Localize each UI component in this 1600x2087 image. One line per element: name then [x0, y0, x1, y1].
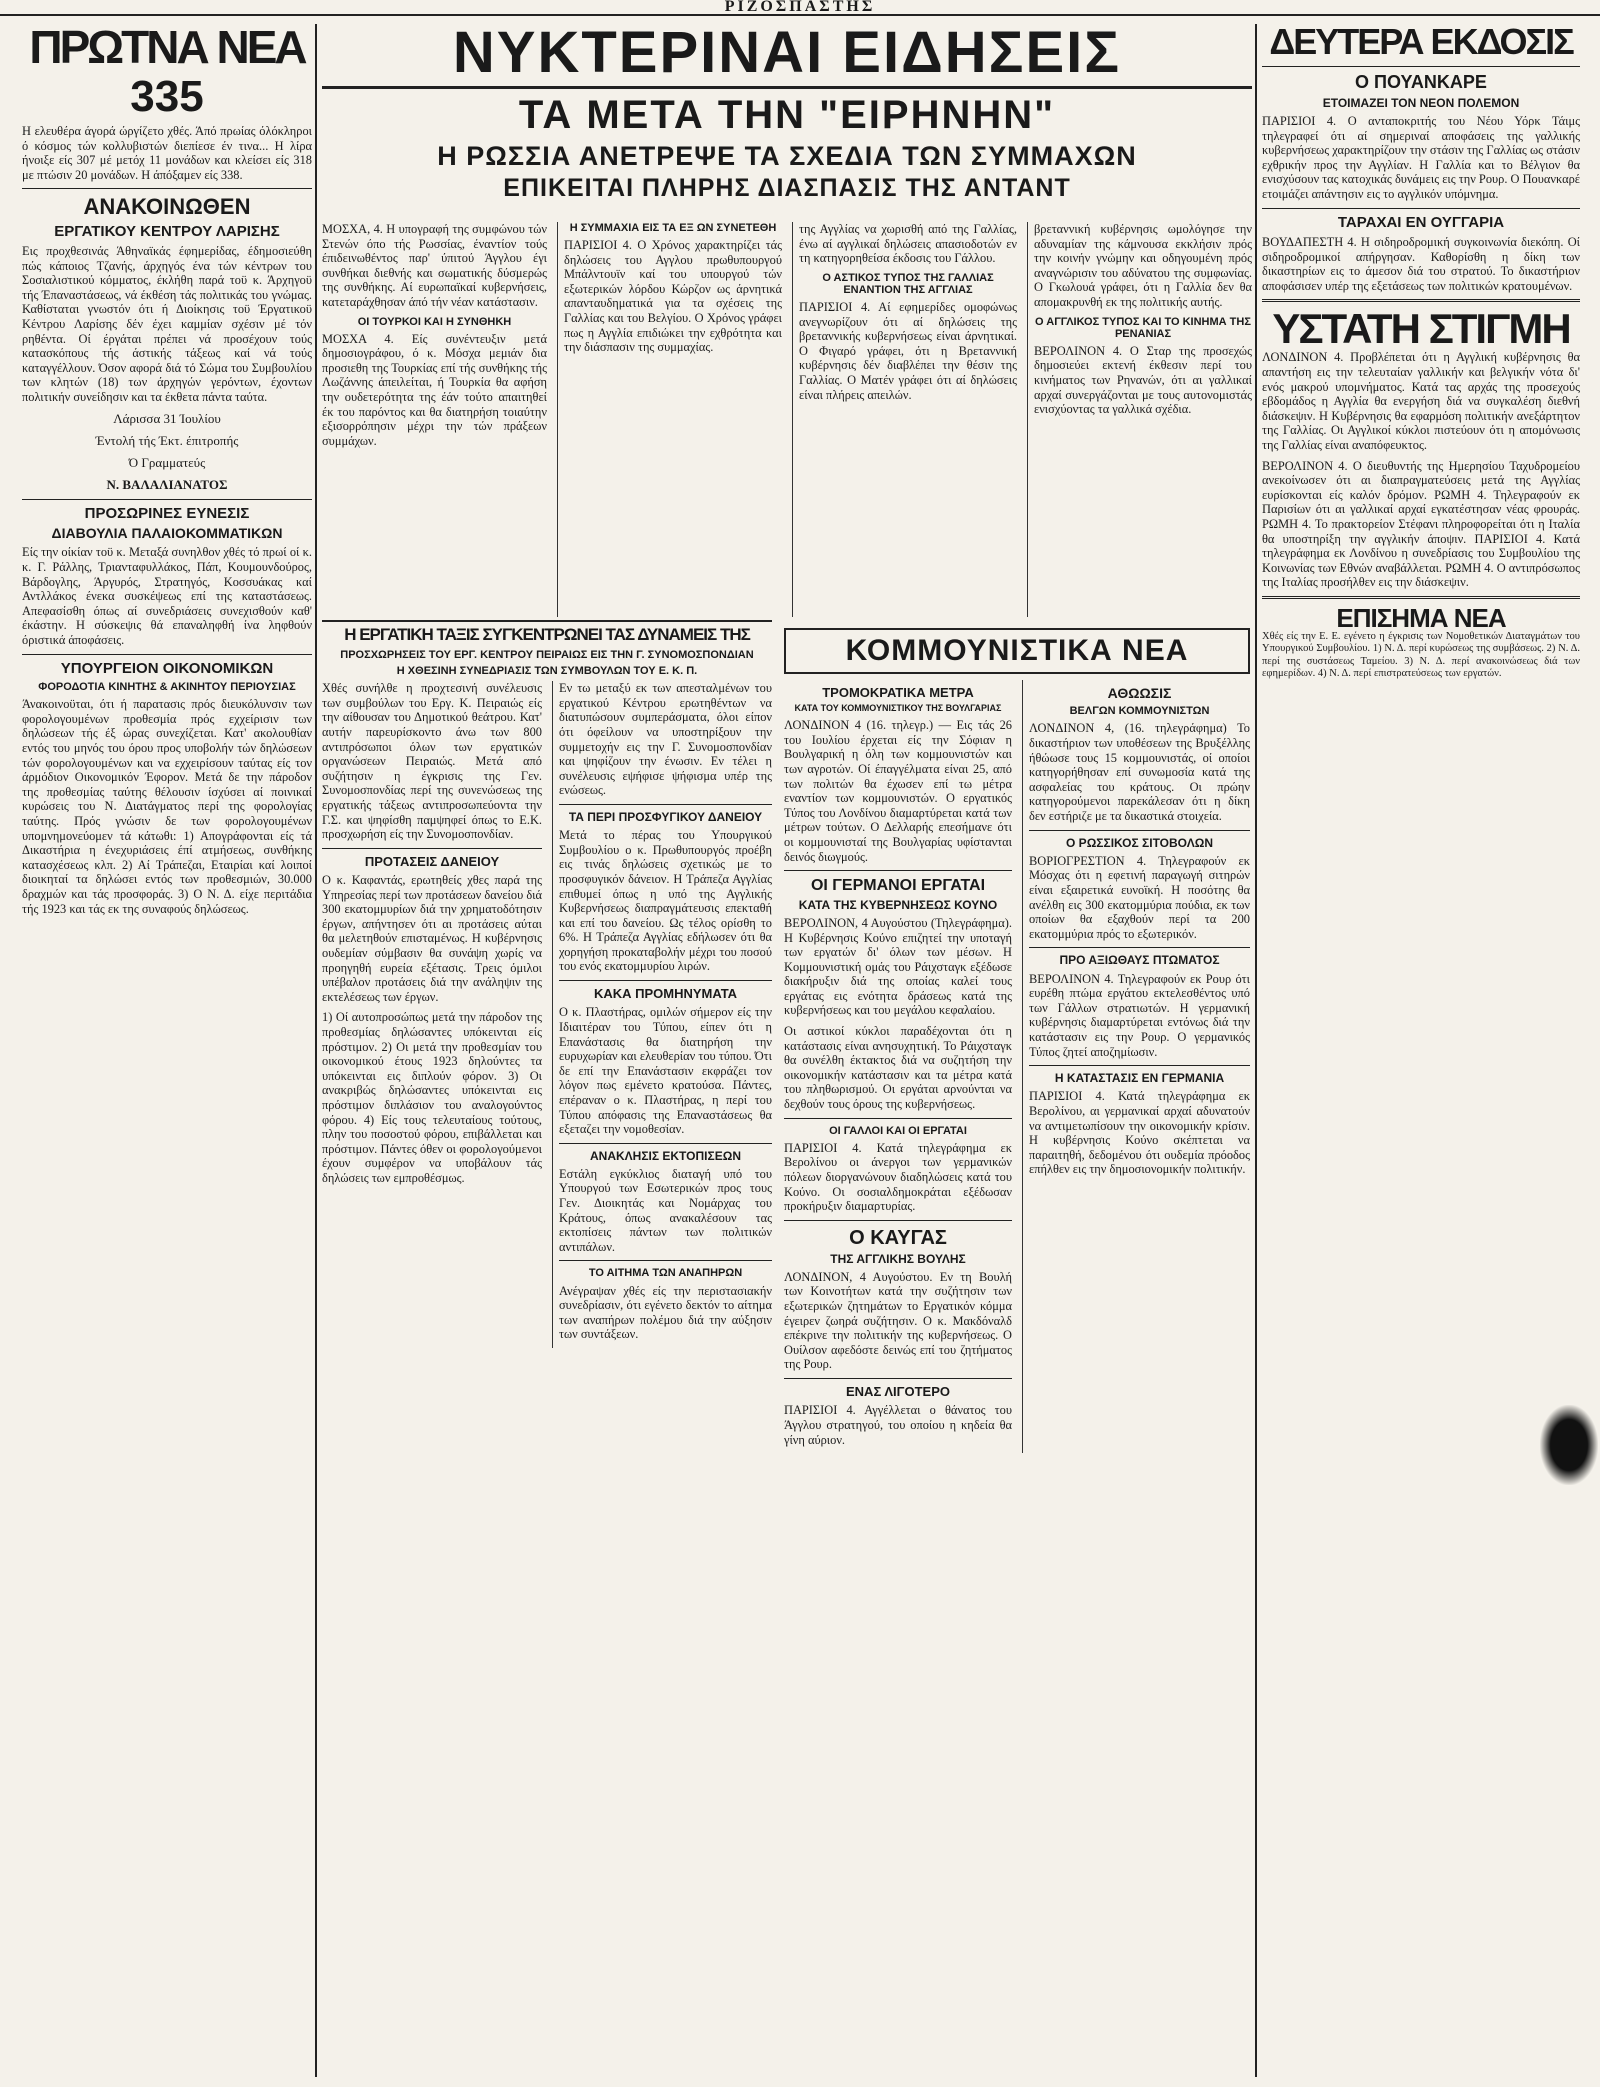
banner-headline: ΝΥΚΤΕΡΙΝΑΙ ΕΙΔΗΣΕΙΣ	[322, 24, 1252, 89]
loan-text: Ο κ. Καφαντάς, ερωτηθείς χθες παρά της Υπηρεσίας περί των προτάσεων δανείου διά 300 εκατομμυρίων διά την χρηματοδότησιν έργων, απήντησεν ότι αι προτάσεις αύται θα μελετηθούν επισταμένως. Η κυβέρνησις ουδεμίαν σύμβασιν θα συνάψη χωρίς να προηγηθή ευρεία εξέτασις. Τρεις όμιλοι υπέβαλον προτάσεις διά την ανάληψιν της εκτελέσεως των έργων.	[322, 873, 542, 1004]
official-news-title: ΕΠΙΣΗΜΑ ΝΕΑ	[1336, 602, 1506, 633]
hungary-title: ΤΑΡΑΧΑΙ ΕΝ ΟΥΓΓΑΡΙΑ	[1337, 213, 1505, 231]
german-situation-title: Η ΚΑΤΑΣΤΑΣΙΣ ΕΝ ΓΕΡΜΑΝΙΑ	[1054, 1071, 1225, 1086]
finance-title: ΥΠΟΥΡΓΕΙΟΝ ΟΙΚΟΝΟΜΙΚΩΝ	[60, 659, 274, 677]
left-column	[22, 24, 312, 2077]
threat-text: Ο κ. Πλαστήρας, ομιλών σήμερον είς την Ιδιαιτέραν του Τύπου, είπεν ότι η Επανάστασις θα διατηρήση την ευρυχωρίαν και ελευθερίαν του τύπου. Ότι δε επί την Επανάστασιν εκφράζει τον λόγον πως εμένετο κρατούσα. Πάντες, επέραναν ο κ. Πλαστήρας, η περί του Τύπου απόφασις της Επαναστάσεως θα εξεταζει την νομοθεσίαν.	[559, 1005, 772, 1137]
loan-title: ΠΡΟΤΑΣΕΙΣ ΔΑΝΕΙΟΥ	[364, 853, 500, 869]
one-less-text: ΠΑΡΙΣΙΟΙ 4. Αγγέλλεται ο θάνατος του Άγγλου στρατηγού, του οποίου η κηδεία θα γίνη αύριον.	[784, 1403, 1012, 1447]
german-title: ΟΙ ΓΕΡΜΑΝΟΙ ΕΡΓΑΤΑΙ	[810, 877, 986, 895]
grain-text: ΒΟΡΙΟΓΡΕΣΤΙΟΝ 4. Τηλεγραφούν εκ Μόσχας ότι η εφετινή παραγωγή σιτηρών είναι εξαιρετικά ευνοϊκή. Η ποσότης θα ανέλθη εις 300 εκατομμύρια πούδια, εκ των οποίων θα εξαχθούν περί τα 200 εκατομμύρια πρός το εξωτερικόν.	[1029, 853, 1250, 941]
worker-deck: ΠΡΟΣΧΩΡΗΣΕΙΣ ΤΟΥ ΕΡΓ. ΚΕΝΤΡΟΥ ΠΕΙΡΑΙΩΣ ΕΙΣ ΤΗΝ Γ. ΣΥΝΟΜΟΣΠΟΝΔΙΑΝ	[340, 649, 754, 661]
column-divider	[315, 24, 317, 2077]
comm2-title: ΑΘΩΩΣΙΣ	[1107, 685, 1172, 701]
german-situation-text: ΠΑΡΙΣΙΟΙ 4. Κατά τηλεγράφημα εκ Βερολίνου, αι γερμανικαί αρχαί αδυνατούν να αντιμετωπίσουν την οικονομικήν κρίσιν. Η κυβέρνησις Κούνο σκέπτεται να παραιτηθή, δεδομένου ότι ουδεμία πρόοδος επήλθεν εις την δημοσιονομικήν πολιτικήν.	[1029, 1089, 1250, 1177]
story4-text: βρεταννική κυβέρνησις ωμολόγησε την αδυναμίαν της κάμνουσα εκκλήσιν πρός την κοινήν γνώμην και οδηγουμένη πρός αναγνώρισιν του αδύνατου της συμφωνίας. Ο Γκωλουά γράφει, ότι η Γαλλία δεν θα απομακρυνθή εκ της πολιτικής αυτής.	[1034, 222, 1252, 309]
french-text: ΠΑΡΙΣΙΟΙ 4. Κατά τηλεγράφημα εκ Βερολίνου οι άνεργοι των γερμανικών πόλεων διοργανώνουν διαδηλώσεις κατά του Κούνο. Οι σοσιαλδημοκράται εξέδωσαν προκήρυξιν διαμαρτυρίας.	[784, 1140, 1012, 1214]
left-section-title: ΠΡΩΤΝΑ ΝΕΑ	[29, 24, 305, 73]
lost-title: ΠΡΟ ΑΞΙΩΘΑΥΣ ΠΤΩΜΑΤΟΣ	[1059, 953, 1220, 968]
deck-two: ΕΠΙΚΕΙΤΑΙ ΠΛΗΡΗΣ ΔΙΑΣΠΑΣΙΣ ΤΗΣ ΑΝΤΑΝΤ	[503, 174, 1071, 202]
threat-title: ΚΑΚΑ ΠΡΟΜΗΝΥΜΑΤΑ	[593, 986, 738, 1002]
market-text: Η ελευθέρα άγορά ώργίζετο χθές. Άπό πρωίας όλόκληροι ό κόσμος τών κολλυβιστών διεπίεσε έν τινα... Η λίρα ήνοιξε είς 307 μέ μετόχ 11 μονάδων και κλείσει είς 318 με πτώσιν 20 μονάδων. Η άπόξαμεν είς 338.	[22, 124, 312, 182]
deck-one: Η ΡΩΣΣΙΑ ΑΝΕΤΡΕΨΕ ΤΑ ΣΧΕΔΙΑ ΤΩΝ ΣΥΜΜΑΧΩΝ	[437, 141, 1137, 171]
decision-text: Είς την οίκίαν τοϋ κ. Μεταξά συνηλθον χθές τό πρωί οί κ. κ. Γ. Ράλλης, Τριανταφυλλάκος, Πάπ, Κουμουνδούρος, Βάρδογλης, Άργυρός, Στρατηγός, Κοσσυάκας καί Αντλλάκος ένεκα συσκέψεως επί της καταστάσεως. Απεφασίσθη όπως αί συνεδριάσεις συνεχισθούν καθ' έκάστην. Η σύσκεψις θά επαναληφθή ίνα ληφθούν όριστικά άποφάσεις.	[22, 545, 312, 648]
story3-text: της Αγγλίας να χωρισθή από της Γαλλίας, ένω αί αγγλικαί δηλώσεις απασιοδοτών εν τη κατηγορηθείσα έκδοσις του Γάλλου.	[799, 222, 1017, 266]
story1-text2: ΜΟΣΧΑ 4. Είς συνέντευξιν μετά δημοσιογράφου, ό κ. Μόσχα μεμιάν δια προσιεθη της Τουρκίας επί τής συνθήκης τής Λωζάννης άπειλείται, ή Τουρκία θα αφήση την ουδετερότητα της έάν τούτο απαιτηθεί έκ του παρόντος και θα διατηρήση τοιαύτην εξισορρόπησιν μέχρι την τών πράξεων συμμάχων.	[322, 331, 547, 448]
worker-text: Χθές συνήλθε η προχτεσινή συνέλευσις των συμβούλων του Εργ. Κ. Πειραιώς είς την αίθουσαν του Δημοτικού θεάτρου. Κατ' αυτήν παρευρίσκοντο άνω των 800 αντιπρόσωποι όλων των εργατικών οργανώσεων Πειραιώς. Μετά από συζήτησιν η έγκρισις της Γεν. Συνομοσπονδίας περί της συνενώσεως της εργατικής τάξεως αντιπροσωπεύοντα την Γ.Σ. και ψηφίσθη παμψηφεί όπως το Ε.Κ. προσχωρήση είς την Συνομοσπονδίαν.	[322, 681, 542, 842]
announcement-title: ΑΝΑΚΟΙΝΩΘΕΝ	[83, 194, 251, 220]
comm1-subtitle: ΚΑΤΑ ΤΟΥ ΚΟΜΜΟΥΝΙΣΤΙΚΟΥ ΤΗΣ ΒΟΥΛΓΑΡΙΑΣ	[794, 703, 1002, 714]
announcement-place: Λάρισσα 31 Ίουλίου	[113, 410, 221, 426]
finance-subtitle: ΦΟΡΟΔΟΤΙΑ ΚΙΝΗΤΗΣ & ΑΚΙΝΗΤΟΥ ΠΕΡΙΟΥΣΙΑΣ	[38, 681, 296, 694]
refugee-text: Μετά το πέρας του Υπουργικού Συμβουλίου ο κ. Πρωθυπουργός προέβη εις τινάς δηλώσεις σχετικώς με το προσφυγικόν δάνειον. Η Τράπεζα Αγγλίας επιθυμεί όπως η υπό της Αγγλικής Κυβερνήσεως διαπραγμάτευσις επεκταθή και επί του δανείου. Ως τέλος ορίσθη το 6%. Η Τράπεζα Αγγλίας εδήλωσεν ότι θα χορηγήση προκαταβολήν μέχρι του ποσού του ενός εκατομμυρίου λιρών.	[559, 828, 772, 974]
story4-subtitle: Ο ΑΓΓΛΙΚΟΣ ΤΥΠΟΣ ΚΑΙ ΤΟ ΚΙΝΗΜΑ ΤΗΣ ΡΕΝΑΝΙΑΣ	[1035, 315, 1251, 340]
last-minute-text: ΛΟΝΔΙΝΟΝ 4. Προβλέπεται ότι η Αγγλική κυβέρνησις θα απαντήση εις την τελευταίαν γαλλικήν και βελγικήν νότα δι' ενός μακρού υπομνήματος. Κατά τας αρχάς της προσεχούς εβδομάδος η Αγγλία θα ενεργήση διά να συγκαλέση διεθνή διάσκεψιν. Η Κυβέρνησις θα εφαρμόση πολιτικήν ανεξάρτητον της Γαλλίας. Οι Αγγλικοί κύκλοι πιστεύουν ότι η απομόνωσις της Γαλλίας είναι αναπόφευκτος.	[1262, 350, 1580, 452]
comm2-subtitle: ΒΕΛΓΩΝ ΚΟΜΜΟΥΝΙΣΤΩΝ	[1069, 705, 1210, 718]
issue-number: 335	[130, 72, 204, 121]
official-news-text: Χθές είς την Ε. Ε. εγένετο η έγκρισις των Νομοθετικών Διαταγμάτων του Υπουργικού Συμβουλίου. 1) Ν. Δ. περί κυρώσεως της συμβάσεως. 2) Ν. Δ. περί της συστάσεως Ταμείου. 3) Ν. Δ. περί ανακοινώσεως διά των εφημερίδων. 4) Ν. Δ. περί επιστρατεύσεως των εργατών.	[1262, 630, 1580, 680]
comm1-text: ΛΟΝΔΙΝΟΝ 4 (16. τηλεγρ.) — Εις τάς 26 του Ιουλίου έρχεται είς την Σόφιαν η Βουλγαρική η όλη των κομμουνιστών και των αγροτών. Οί έπαγγέλματα είναι 25, από των πολιτών θα έχωσεν επί τω μέτρα εναντίον των κομμουνιστών. Ο εργατικός Τύπος του Λονδίνου διαμαρτύρεται κατά των μέτρων τούτων. Ο Δελλαρής επεσήμανε ότι οι κομμουνισταί της Βουλγαρίας υφίστανται δεινός διωγμούς.	[784, 718, 1012, 864]
one-less-title: ΕΝΑΣ ΛΙΓΟΤΕΡΟ	[846, 1384, 950, 1400]
announcement-subtitle: ΕΡΓΑΤΙΚΟΥ ΚΕΝΤΡΟΥ ΛΑΡΙΣΗΣ	[54, 222, 280, 240]
finance-text: Άνακοινοϋται, ότι ή παρατασις πρός διευκόλυνσιν των φορολογουμένων προθεσμία πρός εχχείρισιν των δηλώσεων τής έξ ώρας συνεχίζεται. Κατ' ακολουθίαν εντός του μηνός του όρου προς υποβολήν τών δηλώσεων τών φορολογουμένων και να εχχειρίσουν ταύτας είς τον άρμόδιον Οικονομικόν Έφορον. Μετά δε την πάροδον της προθεσμίας ταύτης θέλουσιν ίσχύσει αί ποινικαί κυρώσεις του Ν. Διατάγματος περί της φορολογίας ταύτης. Πρός γνώσιν δε των φορολογουμένων υπομνημονεύομεν τά κάτωθι: 1) Απογράφονται είς τά Δικαστήρια η ένεχυριάσεις έπί ατμήσεως, συνθήκης κατασχέσεως κλπ. 2) Αί Τράπεζαι, Εταιρίαι καί λοιποί διοικηταί τα δηλώσει εντός των προθεσμιών, 30.000 δραχμών και τάς προσφοράς. 3) Ο Ν. Δ. είχε περιτάδια τής 1923 και τάς εκ της συναφούς δηλώσεως.	[22, 697, 312, 916]
last-text: Ανέγραψαν χθές είς την περιστασιακήν συνεδρίασιν, ότι εγένετο δεκτόν το αίτημα των αναπήρων πολέμου διά την αύξησιν των συντάξεων.	[559, 1283, 772, 1342]
decision-title: ΠΡΟΣΩΡΙΝΕΣ ΕΥΝΕΣΙΣ	[84, 504, 250, 522]
right-column	[1262, 24, 1580, 2077]
main-headline: ΤΑ ΜΕΤΑ ΤΗΝ "ΕΙΡΗΝΗΝ"	[518, 93, 1056, 137]
right-section-title: ΔΕΥΤΕΡΑ ΕΚΔΟΣΙΣ	[1269, 24, 1573, 62]
announcement-for: Έντολή τής Έκτ. έπιτροπής	[95, 432, 239, 448]
announcement-name: Ν. ΒΑΛΑΛΙΑΝΑΤΟΣ	[106, 476, 228, 492]
masthead: ΡΙΖΟΣΠΑΣΤΗΣ	[0, 0, 1600, 16]
comm2-text: ΛΟΝΔΙΝΟΝ 4, (16. τηλεγράφημα) Το δικαστήριον των υποθέσεων της Βρυξέλλης ήθώωσε τους 15 κομμουνιστάς, οί οποίοι κατηγορήθησαν επί συνωμοσία κατά της ασφαλείας του κράτους. Οι πρώην κατηγορούμενοι παρεκάλεσαν ότι η δίκη δεν εστήριζε με τα δικαστικά στοιχεία.	[1029, 721, 1250, 824]
story4-text2: ΒΕΡΟΛΙΝΟΝ 4. Ο Σταρ της προσεχώς δημοσιεύει εκτενή έκθεσιν περί του κινήματος των Ρηνανών, ότι αι γαλλικαί αρχαί συνεργάζονται με τους αυτονομιστάς ενισχύοντας τα γαλλικά σχέδια.	[1034, 343, 1252, 417]
poincare-subtitle: ΕΤΟΙΜΑΖΕΙ ΤΟΝ ΝΕΟΝ ΠΟΛΕΜΟΝ	[1322, 95, 1520, 110]
comm1-title: ΤΡΟΜΟΚΡΑΤΙΚΑ ΜΕΤΡΑ	[822, 685, 974, 700]
brawl-title: Ο ΚΑΥΓΑΣ	[849, 1226, 947, 1249]
german-subtitle: ΚΑΤΑ ΤΗΣ ΚΥΒΕΡΝΗΣΕΩΣ ΚΟΥΝΟ	[798, 897, 998, 912]
lost-text: ΒΕΡΟΛΙΝΟΝ 4. Τηλεγραφούν εκ Ρουρ ότι ευρέθη πτώμα εργάτου εκτελεσθέντος υπό των Γάλλων στρατιωτών. Η γερμανική κυβέρνησις διαμαρτύρεται εντόνως διά την κατάστασιν εις την Ρουρ. Ο γερμανικός Τύπος ζητεί αποζημίωσιν.	[1029, 971, 1250, 1059]
worker-text2: Εν τω μεταξύ εκ των απεσταλμένων του εργατικού Κέντρου ερωτηθέντων να διατυπώσουν συμπεράσματα, όλοι είπον ότι όφείλουν να υποστηρίξουν την συμμετοχήν εις την Γ. Συνομοσπονδίαν και ψηφίζουν την ένωσιν. Εν τέλει η συνέλευσις εψήφισε ψήφισμα υπέρ της ενώσεως.	[559, 681, 772, 798]
story2-title: Η ΣΥΜΜΑΧΙΑ ΕΙΣ ΤΑ ΕΞ ΩΝ ΣΥΝΕΤΕΘΗ	[569, 222, 777, 234]
exile-text: Εστάλη εγκύκλιος διαταγή υπό του Υπουργού των Εσωτερικών προς τους Γεν. Διοικητάς και Νομάρχας του Κράτους, όπως ανακαλέσουν τας εκτοπίσεις πάντων των πολιτικών αντιπάλων.	[559, 1166, 772, 1254]
announcement-role: Ό Γραμματεύς	[128, 454, 206, 470]
german-text: ΒΕΡΟΛΙΝΟΝ, 4 Αυγούστου (Τηλεγράφημα). Η Κυβέρνησις Κούνο επιζητεί την υποταγή των εργατών δι' όλων των μέσων. Η Κομμουνιστική ομάς του Ράιχσταγκ εξέδωσε διακήρυξιν διά της οποίας καλεί τους εργάτας εις ενότητα δράσεως κατά της κυβερνήσεως και του μεγάλου κεφαλαίου.	[784, 915, 1012, 1018]
communist-news-title: ΚΟΜΜΟΥΝΙΣΤΙΚΑ ΝΕΑ	[784, 628, 1250, 674]
decision-subtitle: ΔΙΑΒΟΥΛΙΑ ΠΑΛΑΙΟΚΟΜΜΑΤΙΚΩΝ	[51, 525, 283, 542]
last-minute-title: ΥΣΤΑΤΗ ΣΤΙΓΜΗ	[1272, 305, 1570, 353]
poincare-text: ΠΑΡΙΣΙΟΙ 4. Ο ανταποκριτής του Νέου Υόρκ Τάιμς τηλεγραφεί ότι αί σημεριναί αποφάσεις της γαλλικής κυβερνήσεως χαρακτηρίζουν την στάσιν της Γαλλίας ως στάσιν εχθρικήν προς την Αγγλίαν. Η Γαλλία και το Βέλγιον θα ενισχύσουν τας κατοχικάς δυνάμεις εις την Ρουρ. Ο Πουανκαρέ ετοιμάζει απάντησιν εις το αγγλικόν υπόμνημα.	[1262, 113, 1580, 201]
french-title: ΟΙ ΓΑΛΛΟΙ ΚΑΙ ΟΙ ΕΡΓΑΤΑΙ	[829, 1124, 967, 1137]
story2-text: ΠΑΡΙΣΙΟΙ 4. Ο Χρόνος χαρακτηρίζει τάς δηλώσεις του Αγγλου πρωθυπουργού Μπάλντουϊν καί του υπουργού τών εξωτερικών λόρδου Κώρζον ως άρνητικά απανταυδηματικά για τα σχέσεις της Γαλλίας και του Βελγίου. Ο Χρόνος γράφει πως η Αγγλία επιδιώκει την εχθρότητα και την διάσπασιν της συμμαχίας.	[564, 238, 782, 355]
story1-text: ΜΟΣΧΑ, 4. Η υπογραφή της συμφώνου τών Στενών όπο τής Ρωσσίας, έναντίον τούς έπιδεινωθέντος παρ' ύπιτού Άγγλου έγι συνθήκαι διεθνής και σωματικής δύσμερώς της συνθήκης. Αί ευρωπαϊκαί κυβερνήσεις, κατεταράχθησαν άπό τήν νέαν κατάστασιν.	[322, 222, 547, 309]
last-minute-text2: ΒΕΡΟΛΙΝΟΝ 4. Ο διευθυντής της Ημερησίου Ταχυδρομείου ανεκοίνωσεν ότι αι διαπραγματεύσεις μετά της Αγγλίας ευρίσκονται είς καλόν δρόμον. ΡΩΜΗ 4. Τηλεγραφούν εκ Παρισίων ότι αι γαλλικαί αρχαί εγκατέστησαν νέας φρουράς. ΡΩΜΗ 4. Το πρακτορείον Στέφανι πληροφορείται ότι η Ιταλία θα υποστηρίξη την αγγλικήν άποψιν. ΠΑΡΙΣΙΟΙ 4. Κατά τηλεγράφημα εκ Λονδίνου η συνεδρίασις του Συμβουλίου της Κοινωνίας των Εθνών αναβάλλεται. ΡΩΜΗ 4. Ο αντιπρόσωπος της Ιταλίας προσήλθεν εις την διάσκεψιν.	[1262, 458, 1580, 590]
story1-subtitle: ΟΙ ΤΟΥΡΚΟΙ ΚΑΙ Η ΣΥΝΘΗΚΗ	[357, 315, 512, 328]
column-divider	[1255, 24, 1257, 2077]
grain-title: Ο ΡΩΣΣΙΚΟΣ ΣΙΤΟΒΟΛΩΝ	[1066, 835, 1213, 850]
hungary-text: ΒΟΥΔΑΠΕΣΤΗ 4. Η σιδηροδρομική συγκοινωνία διεκόπη. Οί σιδηροδρομικοί απήργησαν. Καθορίσθη η δίκη των δικαστηρίων εις το άμεσον διά του στρατού. Το δικαστήριον αποφάσισεν υπέρ της εξετάσεως των πολιτικών κρατουμένων.	[1262, 235, 1580, 293]
top-stories	[322, 222, 1252, 617]
loan-text2: 1) Οί αυτοπροσώπως μετά την πάροδον της προθεσμίας δηλώσαντες υπόκεινται είς πρόστιμον. 2) Οι μετά την προθεσμίαν του οικονομικού έτους 1923 δηλούντες τα υπόκεινται εις διπλούν φόρον. 3) Οι ανακριβώς δηλώσαντες υπόκεινται εις πρόστιμον διπλάσιον του αναλογούντος φόρου. 4) Είς τους τελευταίους τούτους, πλην του ποσοστού φόρου, επιβάλλεται και πρόστιμον. Πάντες όθεν οι φορολογούμενοι έχουν συμφέρον να υποβάλουν τάς δηλώσεις των εμπροθέσμως.	[322, 1010, 542, 1185]
exile-title: ΑΝΑΚΛΗΣΙΣ ΕΚΤΟΠΙΣΕΩΝ	[589, 1148, 741, 1163]
brawl-subtitle: ΤΗΣ ΑΓΓΛΙΚΗΣ ΒΟΥΛΗΣ	[830, 1251, 966, 1266]
brawl-text: ΛΟΝΔΙΝΟΝ, 4 Αυγούστου. Εν τη Βουλή των Κοινοτήτων κατά την συζήτησιν των εξωτερικών ζητημάτων το Εργατικόν κόμμα έγειρεν ζωηρά συζήτησιν. Ο κ. Μακδόναλδ επέκρινε την πολιτικήν της κυβερνήσεως. Ο Ουίλσον αφεδόστε δεινώς επί του ζητήματος της Ρουρ.	[784, 1269, 1012, 1372]
announcement-text: Εις προχθεσινάς Άθηναϊκάς έφημερίδας, έδημοσιεύθη πώς κάποιος Τζανής, άρχηγός ένα τών κέντρων του Σοσιαλιστικού κόμματος, έκλήθη παρά τοϋ κ. Άρχηγοϋ τής Έπαναστάσεως, νά έκθέση τάς πολιτικάς του γνώμας. Καθίσταται γνωστόν ότι ή Διοίκησις τοϋ Έργατικοϋ Κέντρου Λαρίσης δέν έχει καμμίαν σχέσιν μέ τόν ρηθέντα. Οί έργάται πρέπει νά προσέχουν τούς κατασκόπους τής άστικής τάξεως καί νά τούς καταγγέλλουν. Όσον αφορά διά τό Σώμα του Συμβουλίου των κλητών (18) των άρχηγών γερόντων, έχοντων πολιτικήν συνείδησιν και τα έκθετα πάντα ταύτα.	[22, 244, 312, 404]
story3-text2: ΠΑΡΙΣΙΟΙ 4. Αί εφημερίδες ομοφώνως ανεγνωρίζουν ότι αί δηλώσεις της βρεταννικής κυβερνήσεως είναι άρνητικαί. Ο Φιγαρό γράφει, ότι η Βρεταννική κυβέρνησις δέν διαβλέπει την θέσιν της Γαλλίας. Ο Ματέν γράφει ότι αί δηλώσεις είναι πλήρεις απειλών.	[799, 299, 1017, 402]
german-text2: Οι αστικοί κύκλοι παραδέχονται ότι η κατάστασις είναι ανησυχητική. Το Ράιχσταγκ θα συνέλθη έκτακτος διά να συζητήση την οικονομικήν κατάστασιν και τα μέτρα κατά του πληθωρισμού. Οι εργάται αρνούνται να δεχθούν τους όρους της κυβερνήσεως.	[784, 1024, 1012, 1112]
last-title: ΤΟ ΑΙΤΗΜΑ ΤΩΝ ΑΝΑΠΗΡΩΝ	[588, 1267, 743, 1280]
communist-section	[784, 628, 1250, 2077]
worker-headline: Η ΕΡΓΑΤΙΚΗ ΤΑΞΙΣ ΣΥΓΚΕΝΤΡΩΝΕΙ ΤΑΣ ΔΥΝΑΜΕΙΣ ΤΗΣ	[344, 625, 750, 644]
worker-section	[322, 620, 772, 2079]
worker-deck2: Η ΧΘΕΣΙΝΗ ΣΥΝΕΔΡΙΑΣΙΣ ΤΩΝ ΣΥΜΒΟΥΛΩΝ ΤΟΥ Ε. Κ. Π.	[396, 665, 698, 678]
refugee-title: ΤΑ ΠΕΡΙ ΠΡΟΣΦΥΓΙΚΟΥ ΔΑΝΕΙΟΥ	[568, 809, 763, 824]
ink-blot	[1540, 1405, 1598, 1485]
poincare-title: Ο ΠΟΥΑΝΚΑΡΕ	[1355, 72, 1487, 92]
story3-subtitle: Ο ΑΣΤΙΚΟΣ ΤΥΠΟΣ ΤΗΣ ΓΑΛΛΙΑΣ ΕΝΑΝΤΙΟΝ ΤΗΣ ΑΓΓΛΙΑΣ	[822, 271, 994, 296]
